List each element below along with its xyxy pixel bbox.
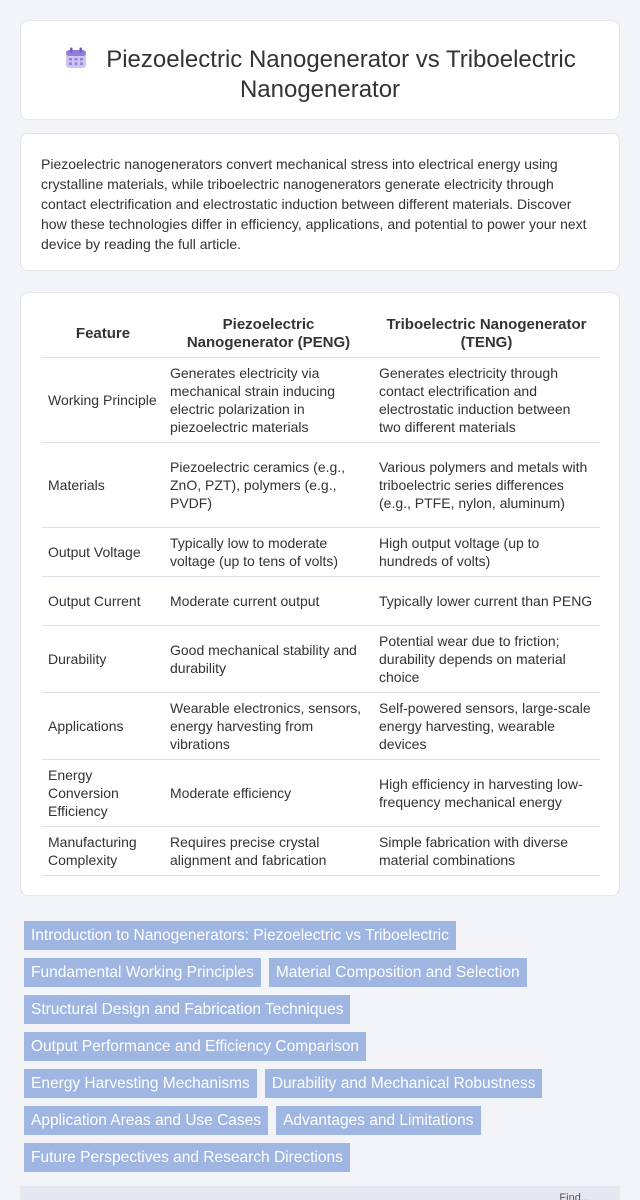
- table-row: [42, 693, 600, 760]
- table-row: [42, 827, 600, 876]
- topic-link-durability[interactable]: Durability and Mechanical Robustness: [265, 1069, 543, 1098]
- title-line-2: Nanogenerator: [239, 76, 401, 103]
- table-cell: Moderate current output: [164, 577, 373, 626]
- topic-row: [24, 921, 624, 958]
- table-cell: Potential wear due to friction; durability depends on material choice: [373, 626, 600, 693]
- topic-link-material-composition[interactable]: Material Composition and Selection: [269, 958, 527, 987]
- header-feature: Feature: [42, 311, 164, 358]
- table-row: [42, 358, 600, 443]
- table-cell: Moderate efficiency: [164, 760, 373, 827]
- table-cell: Generates electricity through contact electrification and electrostatic induction between two different materials: [373, 358, 600, 443]
- calendar-icon: [64, 46, 88, 70]
- table-cell: Generates electricity via mechanical strain inducing electric polarization in piezoelectric materials: [164, 358, 373, 443]
- topic-row: [24, 995, 624, 1032]
- topic-link-working-principles[interactable]: Fundamental Working Principles: [24, 958, 261, 987]
- topic-row: [24, 1032, 624, 1069]
- topic-link-structural-design[interactable]: Structural Design and Fabrication Techniques: [24, 995, 350, 1024]
- topic-link-applications[interactable]: Application Areas and Use Cases: [24, 1106, 268, 1135]
- table-cell: Materials: [42, 443, 164, 528]
- table-cell: Good mechanical stability and durability: [164, 626, 373, 693]
- table-cell: High efficiency in harvesting low-frequency mechanical energy: [373, 760, 600, 827]
- topic-row: [24, 1106, 624, 1143]
- table-row: [42, 626, 600, 693]
- intro-card: [20, 133, 620, 271]
- header-teng: Triboelectric Nanogenerator (TENG): [373, 311, 600, 358]
- table-cell: Working Principle: [42, 358, 164, 443]
- topic-link-output-performance[interactable]: Output Performance and Efficiency Comparison: [24, 1032, 366, 1061]
- topic-link-advantages[interactable]: Advantages and Limitations: [276, 1106, 480, 1135]
- table-cell: Typically low to moderate voltage (up to tens of volts): [164, 528, 373, 577]
- table-row: [42, 443, 600, 528]
- topic-row: [24, 1143, 624, 1180]
- comparison-card: [20, 292, 620, 896]
- table-cell: Output Current: [42, 577, 164, 626]
- comparison-table: [42, 311, 600, 876]
- table-cell: Energy Conversion Efficiency: [42, 760, 164, 827]
- table-cell: Manufacturing Complexity: [42, 827, 164, 876]
- title-line-1: Piezoelectric Nanogenerator vs Triboelectric: [106, 46, 576, 73]
- table-cell: Piezoelectric ceramics (e.g., ZnO, PZT), polymers (e.g., PVDF): [164, 443, 373, 528]
- table-cell: Typically lower current than PENG: [373, 577, 600, 626]
- table-cell: High output voltage (up to hundreds of volts): [373, 528, 600, 577]
- topic-links: [24, 921, 624, 1180]
- table-row: [42, 760, 600, 827]
- header-peng: Piezoelectric Nanogenerator (PENG): [164, 311, 373, 358]
- table-header-row: [42, 311, 600, 358]
- topic-row: [24, 958, 624, 995]
- topic-link-introduction[interactable]: Introduction to Nanogenerators: Piezoelectric vs Triboelectric: [24, 921, 456, 950]
- footer: [20, 1186, 620, 1200]
- table-cell: Wearable electronics, sensors, energy harvesting from vibrations: [164, 693, 373, 760]
- table-cell: Applications: [42, 693, 164, 760]
- table-cell: Self-powered sensors, large-scale energy harvesting, wearable devices: [373, 693, 600, 760]
- table-cell: Requires precise crystal alignment and fabrication: [164, 827, 373, 876]
- topic-link-energy-harvesting[interactable]: Energy Harvesting Mechanisms: [24, 1069, 257, 1098]
- table-cell: Simple fabrication with diverse material combinations: [373, 827, 600, 876]
- table-cell: Various polymers and metals with triboelectric series differences (e.g., PTFE, nylon, aluminum): [373, 443, 600, 528]
- page-title: [21, 45, 619, 105]
- footer-text[interactable]: Find...: [559, 1192, 590, 1200]
- table-row: [42, 577, 600, 626]
- intro-text: Piezoelectric nanogenerators convert mechanical stress into electrical energy using crystalline materials, while triboelectric nanogenerators generate electricity through contact electrification and electrostatic induction between different materials. Discover how these technologies differ in efficiency, applications, and potential to power your next device by reading the full article.: [41, 156, 587, 252]
- header-card: [20, 20, 620, 120]
- topic-link-future-perspectives[interactable]: Future Perspectives and Research Directions: [24, 1143, 350, 1172]
- table-row: [42, 528, 600, 577]
- table-cell: Output Voltage: [42, 528, 164, 577]
- topic-row: [24, 1069, 624, 1106]
- table-cell: Durability: [42, 626, 164, 693]
